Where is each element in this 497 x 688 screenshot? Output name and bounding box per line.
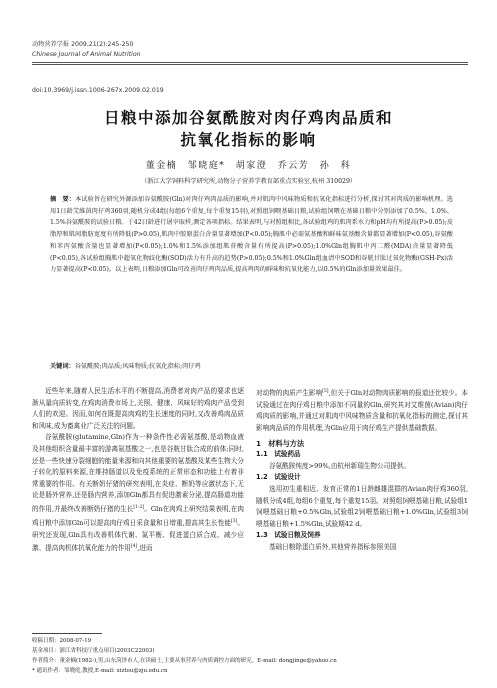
intro-text: 谷氨酰胺(glutamine,Gln)作为一种条件性必需氨基酸,是动物血液及其他组织含量最丰富的游离氨基酸之一,也是谷胱甘肽合成的前体;同时,还是一些快速分裂细胞的能量来源和向其他重要的氨基酸及某些生物大分子转化的原料来源,在维持肠道以及免疫系统的正常形态和功能上有着非常重要的作用。有关断奶仔猪的研究表明,在炎症、断奶等应激状态下,无论是肠外营养,还是肠内营养,添加Gln都具有促进激素分泌,提高肠道功能的作用,并最终改善断奶仔猪的生长 [32,433,244,514]
citation-ref: [4] [130,544,138,550]
header-rule-thin [32,64,468,65]
subsection-heading-design: 1.2 试验设计 [256,473,301,482]
citation-ref: [5] [322,389,329,394]
citation-ref: [3] [231,518,238,524]
abstract-label: 摘 要： [50,196,76,203]
body-column-left [32,386,244,555]
doi-line: doi:10.3969/j.issn.1006-267x.2009.02.019 [32,87,164,94]
drugs-paragraph: 谷氨酰胺纯度>99%,由杭州新瑞生物公司提供。 [269,461,410,470]
body-column-right [256,386,468,554]
footnote-author-bio: 作者简介：董金楠(1982-),男,山东菏泽市人,在读硕士,主要从事营养与肉质调控方面的研究。E-mail: dongjinge@yahoo.cn [32,658,337,664]
footnote-rule [32,633,102,634]
intro-text: 。研究还发现,Gln具有改善机体代谢、氮平衡、促进蛋白质合成、减少应激、提高肉机体抗氧化能力的作用 [32,518,245,553]
footnote-fund: 基金项目：浙江省科技厅重点项目(2003C22003) [32,648,155,654]
intro-text: ,但关于Gln对动物肉质影响的报道还比较少。本试验通过在肉仔鸡日粮中添加不同量的Gln,研究其对艾维茵(Avian)肉仔鸡肉质的影响,并通过对肌肉中风味物质含量和抗氧化指标的测定,探讨其影响肉品质的作用机理,为Gln应用于肉仔鸡生产提供基础数据。 [256,389,469,432]
journal-citation-line: 动物营养学报 2009,21(2):245-250 [32,41,134,48]
intro-paragraph-1: 近些年来,随着人民生活水平的不断提高,消费者对肉产品的要求也逐渐从量向质转变,在鸡肉消费市场上,关照、健康、风味好的鸡肉产品受到人们的欢迎。因而,如何在既提高肉鸡的生长速度的同时,又改善鸡肉品质和风味,成为畜禽业广泛关注的问题。 [32,387,244,430]
intro-paragraph-2 [32,432,244,555]
intro-text: 对动物的肉质产生影响 [256,389,323,398]
author-list: 董金楠 邹晓庭* 胡家澄 乔云芳 孙 科 [145,161,352,171]
abstract-text: 本试验旨在研究外源添加谷氨酰胺(Gln)对肉仔鸡肉品质的影响,并对肌肉中风味物质和抗氧化指标进行分析,探讨其对肉质的影响机理。选用1日龄艾维茵肉仔鸡360羽,随机分成4组(每组6个重复,每个重复15羽),对照组饲喂基础日粮,试验组饲喂在基础日粮中分别添加了0.5%、1.0%、1.5%谷氨酰胺的试验日粮。于42日龄进行屠宰取样,测定各项指标。结果表明,与对照组相比,各试验组鸡的肌肉系水力和pH均有所提高(P>0.05);皮脂厚和肌间脂肪宽度有所降低(P>0.05),肌肉中胶原蛋白含量显著增加(P<0.05);胸肌中必需氨基酸和鲜味氨基酸含量都显著增加(P<0.05),谷氨酸和苯丙氨酸含量也显著增加(P<0.05);1.0%和1.5%添加组肌苷酸含量有所提高(P>0.05);1.0%Gln组胸肌中丙二醛(MDA)含量显著降低(P<0.05),各试验组胸肌中超氧化物歧化酶(SOD)活力有升高的趋势(P>0.05);0.5%和1.0%Gln组血清中SOD和谷胱甘肽过氧化物酶(GSH-Px)活力显著提高(P<0.05)。以上表明,日粮添加Gln可改善肉仔鸡肉品质,提高鸡肉的鲜味和抗氧化能力,以0.5%的Gln添加量效果最佳。 [50,196,454,274]
footnote-received-date: 收稿日期：2008-07-19 [32,638,92,644]
subsection-heading-diet: 1.3 试验日粮及饲养 [256,531,321,540]
section-heading-materials-methods: 1 材料与方法 [256,438,305,448]
article-title-line-1: 日粮中添加谷氨酰胺对肉仔鸡肉品质和 [103,109,393,127]
citation-ref: [1-2] [133,504,145,510]
keywords-label: 关键词： [50,363,75,370]
intro-paragraph-3 [256,386,468,435]
header-rule [32,62,468,63]
keywords [50,362,453,372]
keywords-text: 谷氨酰胺;肉品质;风味物质;抗氧化指标;肉仔鸡 [74,363,201,370]
journal-english-name: Chinese Journal of Animal Nutrition [32,51,141,58]
intro-text: 。Gln在肉鸡上研究结果表明,在肉鸡日粮中添加Gln可以提高肉仔鸡日采食量和日增重,提高其生长性能 [32,505,244,527]
design-paragraph: 选用初生重相近、发育正常的1日龄雌雄混群的Avian肉仔鸡360羽,随机分成4组,每组6个重复,每个重复15羽。对照组饲喂基础日粮,试验组1饲喂基础日粮+0.5%Gln,试验组2饲喂基础日粮+1.0%Gln,试验组3饲喂基础日粮+1.5%Gln,试验期42 d。 [256,484,468,528]
intro-text: ,进而 [137,544,153,553]
abstract [50,194,453,276]
diet-paragraph: 基础日粮除蛋白质外,其他营养指标参照美国 [269,542,397,551]
footnote-corresponding-author: * 通讯作者：邹晓庭,教授,E-mail: xiztou@zju.edu.cn [32,668,168,674]
article-title-line-2: 抗氧化指标的影响 [180,131,317,149]
subsection-heading-drugs: 1.1 试验药品 [256,450,301,459]
author-affiliation: （浙江大学饲料科学研究所,动物分子营养学教育部重点实验室,杭州 310029） [140,178,357,185]
